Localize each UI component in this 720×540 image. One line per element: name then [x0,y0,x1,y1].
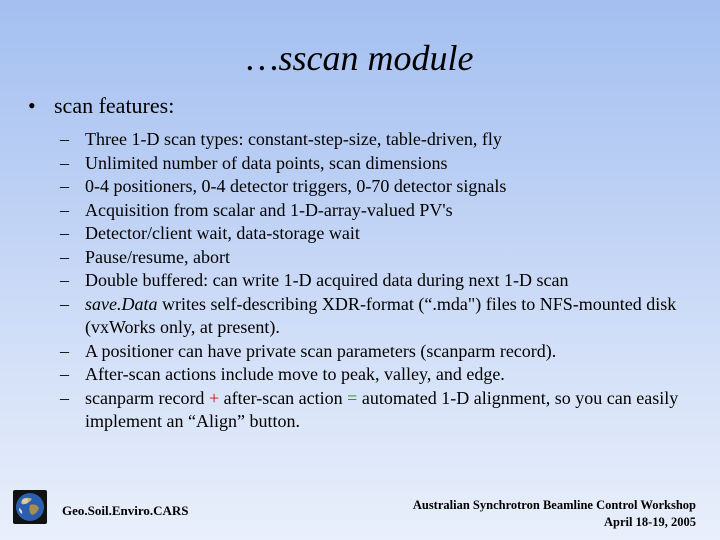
dash-bullet: – [60,387,69,408]
list-item [60,340,705,364]
list-item-text: Acquisition from scalar and 1-D-array-valued PV's [85,199,453,220]
dash-bullet: – [60,246,69,267]
list-item [60,152,705,176]
earth-globe-icon [13,490,47,524]
footer-event-date: April 18-19, 2005 [603,515,696,529]
footer-event [413,497,696,531]
plus-operator: + [208,387,220,408]
main-bullet-text: scan features: [54,93,175,118]
feature-list [60,128,705,434]
list-item-text: 0-4 positioners, 0-4 detector triggers, 0-70 detector signals [85,176,507,196]
list-item-text: scanparm record [85,387,209,408]
list-item-text: Detector/client wait, data-storage wait [85,223,360,243]
list-item-text: writes self-describing XDR-format (“.mda") files to NFS-mounted disk (vxWorks only, at present). [85,293,677,337]
list-item-text: Double buffered: can write 1-D acquired data during next 1-D scan [85,270,569,290]
list-item-text: Three 1-D scan types: constant-step-size, table-driven, fly [85,129,502,149]
footer-org: Geo.Soil.Enviro.CARS [62,503,189,518]
dash-bullet: – [60,152,69,173]
list-item-text: Pause/resume, abort [85,246,230,267]
dash-bullet: – [60,340,69,361]
equals-operator: = [347,387,358,408]
list-item-text: After-scan actions include move to peak, valley, and edge. [85,364,505,384]
list-item-text: automated 1-D alignment, so you can easily implement an “Align” button. [85,387,679,431]
footer-event-name: Australian Synchrotron Beamline Control Workshop [412,498,696,512]
dash-bullet: – [60,364,69,384]
dash-bullet: – [60,270,69,290]
dash-bullet: – [60,176,69,196]
list-item [60,246,705,270]
list-item [60,269,705,293]
list-item [60,293,705,340]
list-item [60,199,705,223]
bullet-dot: • [28,93,36,118]
list-item [60,363,705,387]
list-item [60,387,705,434]
dash-bullet: – [60,223,69,243]
list-item [60,175,705,199]
list-item [60,222,705,246]
main-bullet [28,93,174,119]
list-item-text: after-scan action [219,387,348,408]
dash-bullet: – [60,199,69,220]
list-item-text: A positioner can have private scan parameters (scanparm record). [85,340,557,361]
save-data-italic: save.Data [85,293,158,314]
dash-bullet: – [60,129,69,149]
list-item [60,128,705,152]
slide-title: …sscan module [246,38,474,78]
list-item-text: Unlimited number of data points, scan dimensions [85,152,448,173]
dash-bullet: – [60,293,69,314]
